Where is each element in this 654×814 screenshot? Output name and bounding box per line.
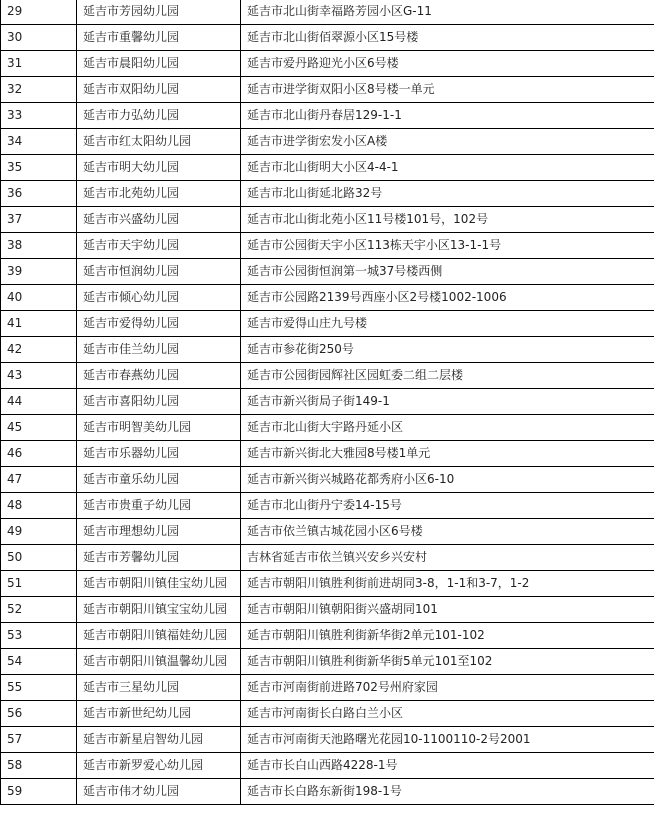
row-number-cell: 33 [1,103,77,129]
kindergarten-name-cell: 延吉市重馨幼儿园 [77,25,241,51]
address-cell: 延吉市北山街北苑小区11号楼101号，102号 [241,207,654,233]
address-cell: 延吉市公园街天宇小区113栋天宇小区13-1-1号 [241,233,654,259]
address-cell: 延吉市进学街双阳小区8号楼一单元 [241,77,654,103]
address-cell: 延吉市北山街明大小区4-4-1 [241,155,654,181]
table-row [1,155,654,181]
kindergarten-name-cell: 延吉市新星启智幼儿园 [77,727,241,753]
address-cell: 延吉市河南街长白路白兰小区 [241,701,654,727]
table-row [1,753,654,779]
table-row [1,701,654,727]
table-row [1,441,654,467]
kindergarten-name-cell: 延吉市兴盛幼儿园 [77,207,241,233]
row-number-cell: 55 [1,675,77,701]
table-row [1,0,654,25]
kindergarten-name-cell: 延吉市新罗爱心幼儿园 [77,753,241,779]
table-row [1,259,654,285]
table-row [1,129,654,155]
address-cell: 延吉市北山街幸福路芳园小区G-11 [241,0,654,25]
table-row [1,519,654,545]
kindergarten-name-cell: 延吉市芳馨幼儿园 [77,545,241,571]
kindergarten-name-cell: 延吉市双阳幼儿园 [77,77,241,103]
kindergarten-name-cell: 延吉市贵重子幼儿园 [77,493,241,519]
row-number-cell: 31 [1,51,77,77]
table-row [1,493,654,519]
address-cell: 延吉市新兴街北大雅园8号楼1单元 [241,441,654,467]
address-cell: 延吉市北山街佰翠源小区15号楼 [241,25,654,51]
table-row [1,103,654,129]
address-cell: 吉林省延吉市依兰镇兴安乡兴安村 [241,545,654,571]
table-row [1,467,654,493]
address-cell: 延吉市进学街宏发小区A楼 [241,129,654,155]
row-number-cell: 48 [1,493,77,519]
kindergarten-name-cell: 延吉市恒润幼儿园 [77,259,241,285]
address-cell: 延吉市新兴街局子街149-1 [241,389,654,415]
kindergarten-name-cell: 延吉市朝阳川镇宝宝幼儿园 [77,597,241,623]
table-row [1,571,654,597]
table-row [1,649,654,675]
address-cell: 延吉市公园路2139号西座小区2号楼1002-1006 [241,285,654,311]
kindergarten-name-cell: 延吉市童乐幼儿园 [77,467,241,493]
table-row [1,363,654,389]
address-cell: 延吉市长白山西路4228-1号 [241,753,654,779]
address-cell: 延吉市朝阳川镇胜利街前进胡同3-8，1-1和3-7，1-2 [241,571,654,597]
row-number-cell: 36 [1,181,77,207]
address-cell: 延吉市朝阳川镇胜利街新华街5单元101至102 [241,649,654,675]
address-cell: 延吉市长白路东新街198-1号 [241,779,654,805]
row-number-cell: 35 [1,155,77,181]
kindergarten-name-cell: 延吉市明大幼儿园 [77,155,241,181]
kindergarten-name-cell: 延吉市明智美幼儿园 [77,415,241,441]
table-row [1,77,654,103]
address-cell: 延吉市河南街前进路702号州府家园 [241,675,654,701]
kindergarten-name-cell: 延吉市北苑幼儿园 [77,181,241,207]
row-number-cell: 47 [1,467,77,493]
kindergarten-name-cell: 延吉市倾心幼儿园 [77,285,241,311]
table-row [1,207,654,233]
kindergarten-name-cell: 延吉市乐器幼儿园 [77,441,241,467]
row-number-cell: 29 [1,0,77,25]
kindergarten-name-cell: 延吉市朝阳川镇福娃幼儿园 [77,623,241,649]
table-row [1,311,654,337]
address-cell: 延吉市河南街天池路曙光花园10-1100110-2号2001 [241,727,654,753]
address-cell: 延吉市参花街250号 [241,337,654,363]
table-row [1,337,654,363]
row-number-cell: 44 [1,389,77,415]
row-number-cell: 58 [1,753,77,779]
kindergarten-name-cell: 延吉市理想幼儿园 [77,519,241,545]
row-number-cell: 51 [1,571,77,597]
row-number-cell: 49 [1,519,77,545]
kindergarten-name-cell: 延吉市佳兰幼儿园 [77,337,241,363]
row-number-cell: 56 [1,701,77,727]
table-row [1,285,654,311]
table-row [1,389,654,415]
kindergarten-name-cell: 延吉市晨阳幼儿园 [77,51,241,77]
address-cell: 延吉市朝阳川镇朝阳街兴盛胡同101 [241,597,654,623]
row-number-cell: 37 [1,207,77,233]
address-cell: 延吉市公园街恒润第一城37号楼西侧 [241,259,654,285]
kindergarten-name-cell: 延吉市天宇幼儿园 [77,233,241,259]
row-number-cell: 42 [1,337,77,363]
address-cell: 延吉市北山街大宇路丹延小区 [241,415,654,441]
row-number-cell: 30 [1,25,77,51]
table-row [1,675,654,701]
address-cell: 延吉市爱得山庄九号楼 [241,311,654,337]
row-number-cell: 59 [1,779,77,805]
row-number-cell: 54 [1,649,77,675]
kindergarten-name-cell: 延吉市喜阳幼儿园 [77,389,241,415]
address-cell: 延吉市朝阳川镇胜利街新华街2单元101-102 [241,623,654,649]
row-number-cell: 50 [1,545,77,571]
row-number-cell: 40 [1,285,77,311]
table-row [1,545,654,571]
kindergarten-name-cell: 延吉市新世纪幼儿园 [77,701,241,727]
table-row [1,623,654,649]
kindergarten-name-cell: 延吉市春燕幼儿园 [77,363,241,389]
row-number-cell: 45 [1,415,77,441]
kindergarten-name-cell: 延吉市红太阳幼儿园 [77,129,241,155]
kindergarten-name-cell: 延吉市伟才幼儿园 [77,779,241,805]
address-cell: 延吉市北山街延北路32号 [241,181,654,207]
address-cell: 延吉市新兴街兴城路花都秀府小区6-10 [241,467,654,493]
table-body [1,0,654,805]
address-cell: 延吉市爱丹路迎光小区6号楼 [241,51,654,77]
row-number-cell: 53 [1,623,77,649]
table-row [1,51,654,77]
table-row [1,597,654,623]
kindergarten-name-cell: 延吉市爱得幼儿园 [77,311,241,337]
table-row [1,181,654,207]
row-number-cell: 43 [1,363,77,389]
address-cell: 延吉市依兰镇古城花园小区6号楼 [241,519,654,545]
address-cell: 延吉市北山街丹春居129-1-1 [241,103,654,129]
table-row [1,727,654,753]
row-number-cell: 34 [1,129,77,155]
kindergarten-name-cell: 延吉市朝阳川镇温馨幼儿园 [77,649,241,675]
kindergarten-name-cell: 延吉市三星幼儿园 [77,675,241,701]
table-row [1,25,654,51]
address-cell: 延吉市北山街丹宁委14-15号 [241,493,654,519]
row-number-cell: 32 [1,77,77,103]
table-row [1,415,654,441]
row-number-cell: 41 [1,311,77,337]
row-number-cell: 52 [1,597,77,623]
table-row [1,233,654,259]
table-row [1,779,654,805]
kindergarten-name-cell: 延吉市芳园幼儿园 [77,0,241,25]
row-number-cell: 38 [1,233,77,259]
kindergarten-name-cell: 延吉市力弘幼儿园 [77,103,241,129]
row-number-cell: 57 [1,727,77,753]
address-cell: 延吉市公园街园辉社区园虹委二组二层楼 [241,363,654,389]
row-number-cell: 46 [1,441,77,467]
kindergarten-name-cell: 延吉市朝阳川镇佳宝幼儿园 [77,571,241,597]
row-number-cell: 39 [1,259,77,285]
